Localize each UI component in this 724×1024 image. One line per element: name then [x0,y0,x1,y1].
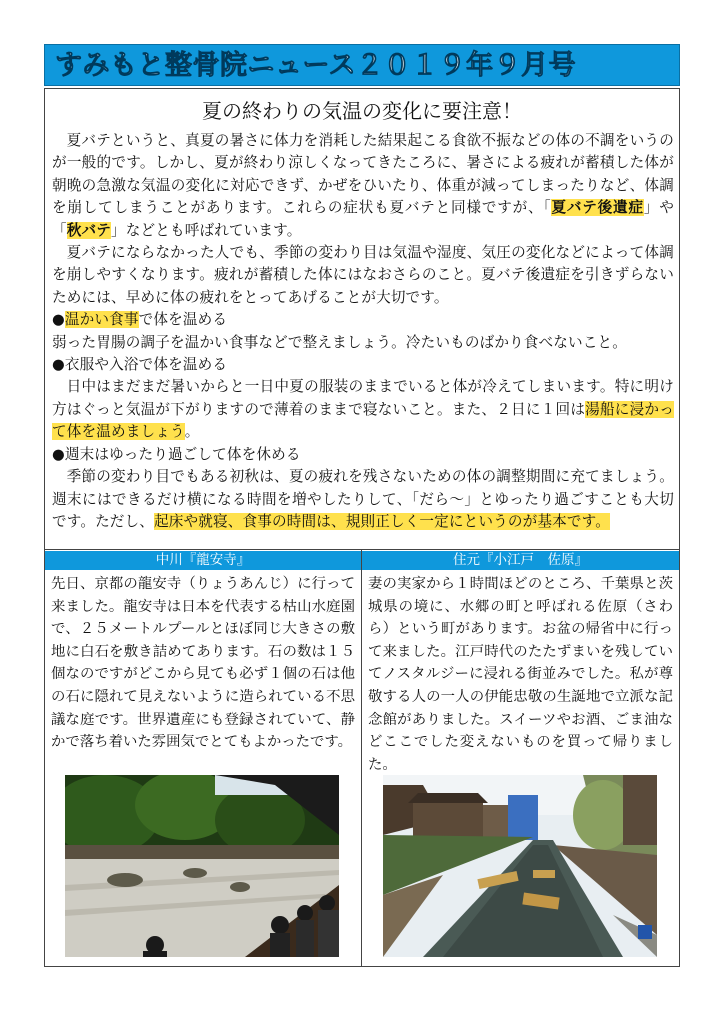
paragraph-1: 夏バテというと、真夏の暑さに体力を消耗した結果起こる食欲不振などの体の不調をいうのが一般的です。しかし、夏が終わり涼しくなってきたころに、暑さによる疲れが蓄積した体が朝晩の急激な気温の変化に対応できず、かぜをひいたり、体重が減ってしまったりなど、体調を崩してしまうことがあります。これらの症状も夏バテと同様ですが、「夏バテ後遺症」や「秋バテ」などとも呼ばれています。 [52,132,674,239]
paragraph-2: 夏バテにならなかった人でも、季節の変わり目は気温や湿度、気圧の変化などによって体調を崩しやすくなります。疲れが蓄積した体にはなおさらのこと。夏バテ後遺症を引きずらないためには、早めに体の疲れをとってあげることが大切です。 [52,244,674,306]
highlight-bath: 湯船に浸かって体を温めましょう [52,400,674,441]
main-article [52,130,674,533]
left-column-header: 中川『龍安寺』 [45,551,361,570]
highlight-warm-meal: 温かい食事 [64,311,139,329]
section-2-title: ●衣服や入浴で体を温める [52,356,228,374]
article-heading: 夏の終わりの気温の変化に要注意！ [202,99,522,123]
section-3-body: 季節の変わり目でもある初秋は、夏の疲れを残さないための体の調整期間に充てましょう。週末にはできるだけ横になる時間を増やしたりして、「だら～」とゆったり過ごすことも大切です。ただし、起床や就寝、食事の時間は、規則正しく一定にというのが基本です。 [52,468,674,530]
section-1-title: ●温かい食事で体を温める [52,311,228,329]
ryoanji-garden-photo [65,775,339,957]
section-3-title: ●週末はゆったり過ごして体を休める [52,445,301,463]
highlight-akibate: 秋バテ [66,221,111,239]
left-column-text: 先日、京都の龍安寺（りょうあんじ）に行って来ました。龍安寺は日本を代表する枯山水庭園で、２５メートルプールとほぼ同じ大きさの敷地に白石を敷き詰めてあります。石の数は１５個なのですがどこから見ても必ず１個の石は他の石に隠れて見えないように造られている不思議な庭です。世界遺産にも登録されていて、静かで落ち着いた雰囲気でとてもよかったです。 [51,576,355,751]
right-column-text: 妻の実家から１時間ほどのところ、千葉県と茨城県の境に、水郷の町と呼ばれる佐原（さわら）という町があります。お盆の帰省中に行って来ました。江戸時代のたたずまいを残していてノスタルジーに浸れる街並みでした。私が尊敬する人の一人の伊能忠敬の生誕地で立派な記念館がありました。スイーツやお酒、ごま油などここでした変えないものを買って帰りました。 [368,576,673,773]
newsletter-title: すみもと整骨院ニュース２０１９年９月号 [55,50,577,81]
newsletter-banner [44,44,680,86]
section-2-body: 日中はまだまだ暑いからと一日中夏の服装のままでいると体が冷えてしまいます。特に明け方はぐっと気温が下がりますので薄着のままで寝ないこと。また、２日に１回は湯船に浸かって体を温めましょう。 [52,378,674,441]
highlight-regular-schedule: 起床や就寝、食事の時間は、規則正しく一定にというのが基本です。 [154,512,610,530]
section-1-body: 弱った胃腸の調子を温かい食事などで整えましょう。冷たいものばかり食べないこと。 [52,333,628,351]
highlight-natsubate-kouishou: 夏バテ後遺症 [551,199,644,217]
column-divider [361,549,362,967]
right-column-header: 住元『小江戸 佐原』 [362,551,679,570]
column-top-divider [44,549,680,550]
sawara-canal-photo [383,775,657,957]
